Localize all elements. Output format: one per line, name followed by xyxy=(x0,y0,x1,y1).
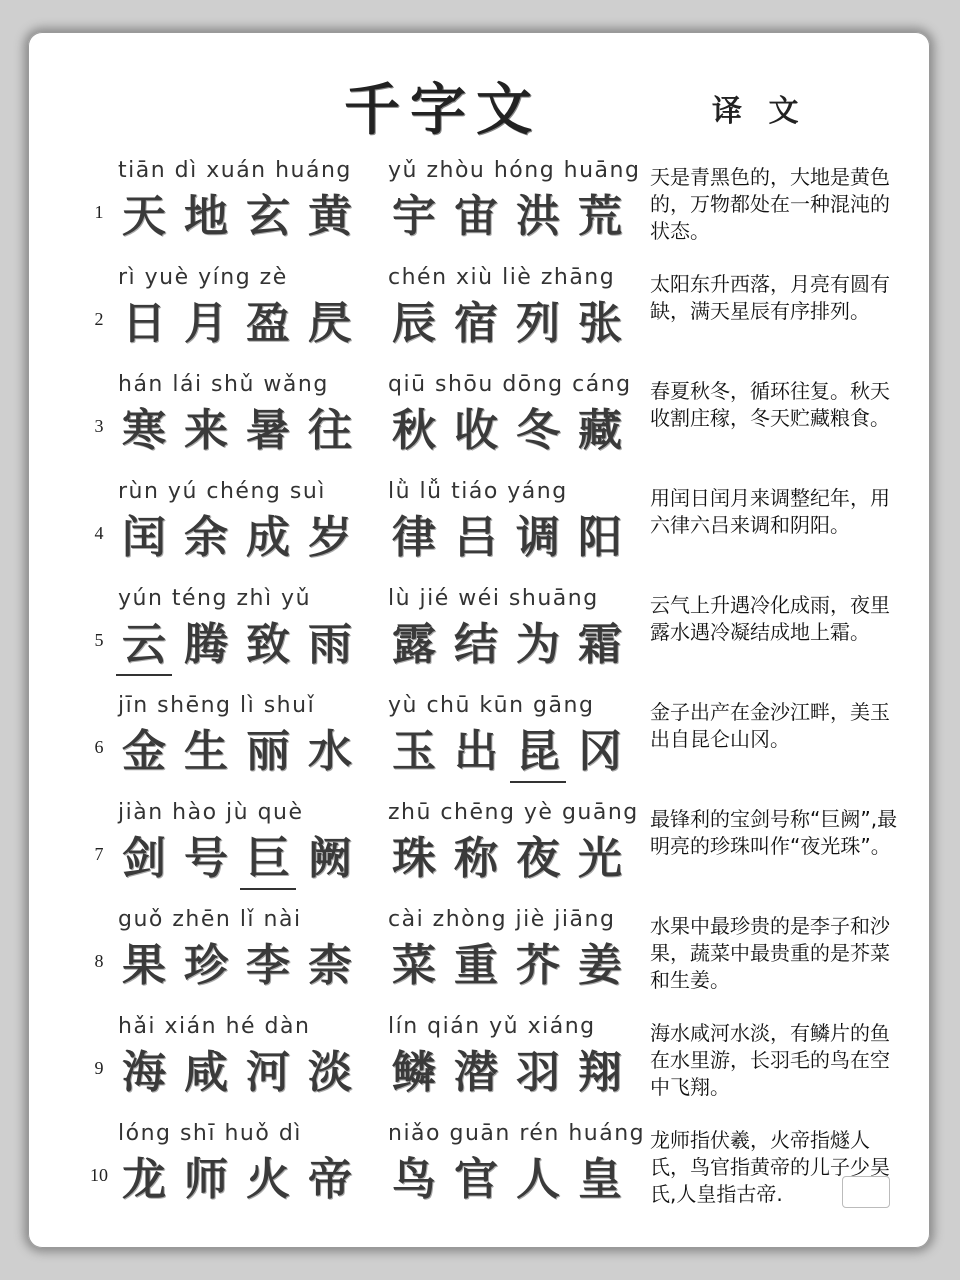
character-group xyxy=(116,616,358,676)
translation-text: 用闰日闰月来调整纪年，用六律六吕来调和阴阳。 xyxy=(650,486,890,537)
hanzi-character: 翔 xyxy=(578,1047,622,1098)
translation-text: 天是青黑色的，大地是黄色的，万物都处在一种混沌的状态。 xyxy=(650,165,890,243)
character-group xyxy=(386,402,628,460)
character-group xyxy=(116,509,358,567)
hanzi-character: 冬 xyxy=(516,405,560,456)
pinyin-line: yǔ zhòu hóng huāng xyxy=(388,158,641,183)
hanzi-character: 剑 xyxy=(122,833,166,884)
hanzi-character: 出 xyxy=(454,726,498,777)
character-group xyxy=(386,295,628,353)
hanzi-character: 称 xyxy=(454,833,498,884)
translation-text: 太阳东升西落，月亮有圆有缺，满天星辰有序排列。 xyxy=(650,272,890,323)
hanzi-character: 日 xyxy=(122,298,166,349)
hanzi-character: 宿 xyxy=(454,298,498,349)
hanzi-character: 律 xyxy=(392,512,436,563)
row-number: 7 xyxy=(94,844,104,864)
character-group xyxy=(116,1044,358,1102)
hanzi-character: 河 xyxy=(246,1047,290,1098)
row-number: 9 xyxy=(94,1058,104,1078)
row-number: 2 xyxy=(94,309,104,329)
character-group xyxy=(116,402,358,460)
hanzi-character: 鸟 xyxy=(392,1154,436,1205)
hanzi-character: 金 xyxy=(122,726,166,777)
hanzi-character: 致 xyxy=(246,619,290,670)
page-title: 千字文 xyxy=(344,78,542,143)
hanzi-character: 昃 xyxy=(308,298,352,349)
hanzi-character: 鳞 xyxy=(392,1047,436,1098)
hanzi-character: 结 xyxy=(454,619,498,670)
hanzi-character: 地 xyxy=(184,191,228,242)
hanzi-character: 收 xyxy=(454,405,498,456)
hanzi-character: 霜 xyxy=(578,619,622,670)
watermark-logo xyxy=(842,1176,890,1208)
translation-text: 水果中最珍贵的是李子和沙果，蔬菜中最贵重的是芥菜和生姜。 xyxy=(650,914,890,992)
hanzi-character: 龙 xyxy=(122,1154,166,1205)
hanzi-character: 光 xyxy=(578,833,622,884)
hanzi-character: 宙 xyxy=(454,191,498,242)
pinyin-line: chén xiù liè zhāng xyxy=(388,265,616,290)
hanzi-character: 珠 xyxy=(392,833,436,884)
pinyin-line: lǜ lǚ tiáo yáng xyxy=(388,479,568,504)
page-card xyxy=(28,32,930,1248)
hanzi-character: 玄 xyxy=(246,191,290,242)
hanzi-character: 阳 xyxy=(578,512,622,563)
pinyin-line: qiū shōu dōng cáng xyxy=(388,372,632,397)
verse-row xyxy=(28,471,930,578)
hanzi-character: 重 xyxy=(454,940,498,991)
verse-row xyxy=(28,899,930,1006)
character-group xyxy=(116,937,358,995)
row-number: 3 xyxy=(94,416,104,436)
hanzi-character: 吕 xyxy=(454,512,498,563)
character-group xyxy=(386,937,628,995)
pinyin-line: jīn shēng lì shuǐ xyxy=(118,693,316,718)
hanzi-character: 天 xyxy=(122,191,166,242)
pinyin-line: lù jié wéi shuāng xyxy=(388,586,599,611)
character-group xyxy=(116,1151,358,1209)
hanzi-character: 藏 xyxy=(578,405,622,456)
hanzi-character: 盈 xyxy=(246,298,290,349)
hanzi-character: 巨 xyxy=(240,830,296,890)
hanzi-character: 水 xyxy=(308,726,352,777)
pinyin-line: lín qián yǔ xiáng xyxy=(388,1014,596,1039)
row-number: 10 xyxy=(90,1165,108,1185)
verse-row xyxy=(28,1113,930,1220)
translation-text: 云气上升遇冷化成雨，夜里露水遇冷凝结成地上霜。 xyxy=(650,593,890,644)
hanzi-character: 余 xyxy=(184,512,228,563)
hanzi-character: 暑 xyxy=(246,405,290,456)
hanzi-character: 闰 xyxy=(122,512,166,563)
translation-text: 龙师指伏羲，火帝指燧人氏，鸟官指黄帝的儿子少昊氏,人皇指古帝. xyxy=(650,1128,890,1206)
pinyin-line: guǒ zhēn lǐ nài xyxy=(118,907,302,932)
pinyin-line: rùn yú chéng suì xyxy=(118,479,326,504)
translation-heading: 译 文 xyxy=(712,94,807,129)
hanzi-character: 生 xyxy=(184,726,228,777)
verse-row xyxy=(28,364,930,471)
hanzi-character: 人 xyxy=(516,1154,560,1205)
hanzi-character: 成 xyxy=(246,512,290,563)
hanzi-character: 淡 xyxy=(308,1047,352,1098)
row-number: 6 xyxy=(94,737,104,757)
hanzi-character: 皇 xyxy=(578,1154,622,1205)
character-group xyxy=(386,1151,628,1209)
verse-row xyxy=(28,1006,930,1113)
hanzi-character: 秋 xyxy=(392,405,436,456)
character-group xyxy=(116,830,358,890)
hanzi-character: 官 xyxy=(454,1154,498,1205)
hanzi-character: 宇 xyxy=(392,191,436,242)
hanzi-character: 辰 xyxy=(392,298,436,349)
pinyin-line: jiàn hào jù què xyxy=(118,800,304,825)
character-group xyxy=(116,723,358,781)
character-group xyxy=(386,509,628,567)
verse-row xyxy=(28,578,930,685)
hanzi-character: 夜 xyxy=(516,833,560,884)
hanzi-character: 张 xyxy=(578,298,622,349)
hanzi-character: 潜 xyxy=(454,1047,498,1098)
hanzi-character: 露 xyxy=(392,619,436,670)
hanzi-character: 帝 xyxy=(308,1154,352,1205)
hanzi-character: 羽 xyxy=(516,1047,560,1098)
character-group xyxy=(116,188,358,246)
verse-row xyxy=(28,150,930,257)
hanzi-character: 阙 xyxy=(308,833,352,884)
hanzi-character: 珍 xyxy=(184,940,228,991)
hanzi-character: 荒 xyxy=(578,191,622,242)
hanzi-character: 果 xyxy=(122,940,166,991)
hanzi-character: 云 xyxy=(116,616,172,676)
character-group xyxy=(386,723,628,783)
verse-row xyxy=(28,792,930,899)
pinyin-line: yù chū kūn gāng xyxy=(388,693,595,718)
translation-text: 海水咸河水淡，有鳞片的鱼在水里游，长羽毛的鸟在空中飞翔。 xyxy=(650,1021,890,1099)
hanzi-character: 海 xyxy=(122,1047,166,1098)
row-number: 8 xyxy=(94,951,104,971)
row-number: 5 xyxy=(94,630,104,650)
row-number: 4 xyxy=(94,523,104,543)
hanzi-character: 调 xyxy=(516,512,560,563)
hanzi-character: 姜 xyxy=(578,940,622,991)
hanzi-character: 玉 xyxy=(392,726,436,777)
hanzi-character: 火 xyxy=(246,1154,290,1205)
character-group xyxy=(386,830,628,888)
pinyin-line: tiān dì xuán huáng xyxy=(118,158,352,183)
character-group xyxy=(386,1044,628,1102)
hanzi-character: 黄 xyxy=(308,191,352,242)
pinyin-line: cài zhòng jiè jiāng xyxy=(388,907,616,932)
hanzi-character: 菜 xyxy=(392,940,436,991)
pinyin-line: niǎo guān rén huáng xyxy=(388,1121,646,1146)
hanzi-character: 丽 xyxy=(246,726,290,777)
hanzi-character: 雨 xyxy=(308,619,352,670)
hanzi-character: 冈 xyxy=(578,726,622,777)
hanzi-character: 寒 xyxy=(122,405,166,456)
pinyin-line: zhū chēng yè guāng xyxy=(388,800,639,825)
hanzi-character: 师 xyxy=(184,1154,228,1205)
character-group xyxy=(386,188,628,246)
translation-text: 春夏秋冬，循环往复。秋天收割庄稼，冬天贮藏粮食。 xyxy=(650,379,890,430)
translation-text: 最锋利的宝剑号称“巨阙”,最明亮的珍珠叫作“夜光珠”。 xyxy=(650,807,898,858)
verse-row xyxy=(28,257,930,364)
character-group xyxy=(386,616,628,674)
pinyin-line: hǎi xián hé dàn xyxy=(118,1014,311,1039)
pinyin-line: rì yuè yíng zè xyxy=(118,265,288,290)
hanzi-character: 腾 xyxy=(184,619,228,670)
hanzi-character: 芥 xyxy=(516,940,560,991)
hanzi-character: 昆 xyxy=(510,723,566,783)
hanzi-character: 列 xyxy=(516,298,560,349)
hanzi-character: 岁 xyxy=(308,512,352,563)
character-group xyxy=(116,295,358,353)
verse-row xyxy=(28,685,930,792)
hanzi-character: 来 xyxy=(184,405,228,456)
pinyin-line: hán lái shǔ wǎng xyxy=(118,372,329,397)
hanzi-character: 洪 xyxy=(516,191,560,242)
translation-text: 金子出产在金沙江畔，美玉出自昆仑山冈。 xyxy=(650,700,890,751)
hanzi-character: 李 xyxy=(246,940,290,991)
hanzi-character: 月 xyxy=(184,298,228,349)
pinyin-line: yún téng zhì yǔ xyxy=(118,586,312,611)
row-number: 1 xyxy=(94,202,104,222)
hanzi-character: 往 xyxy=(308,405,352,456)
hanzi-character: 号 xyxy=(184,833,228,884)
hanzi-character: 柰 xyxy=(308,940,352,991)
hanzi-character: 为 xyxy=(516,619,560,670)
hanzi-character: 咸 xyxy=(184,1047,228,1098)
pinyin-line: lóng shī huǒ dì xyxy=(118,1121,302,1146)
